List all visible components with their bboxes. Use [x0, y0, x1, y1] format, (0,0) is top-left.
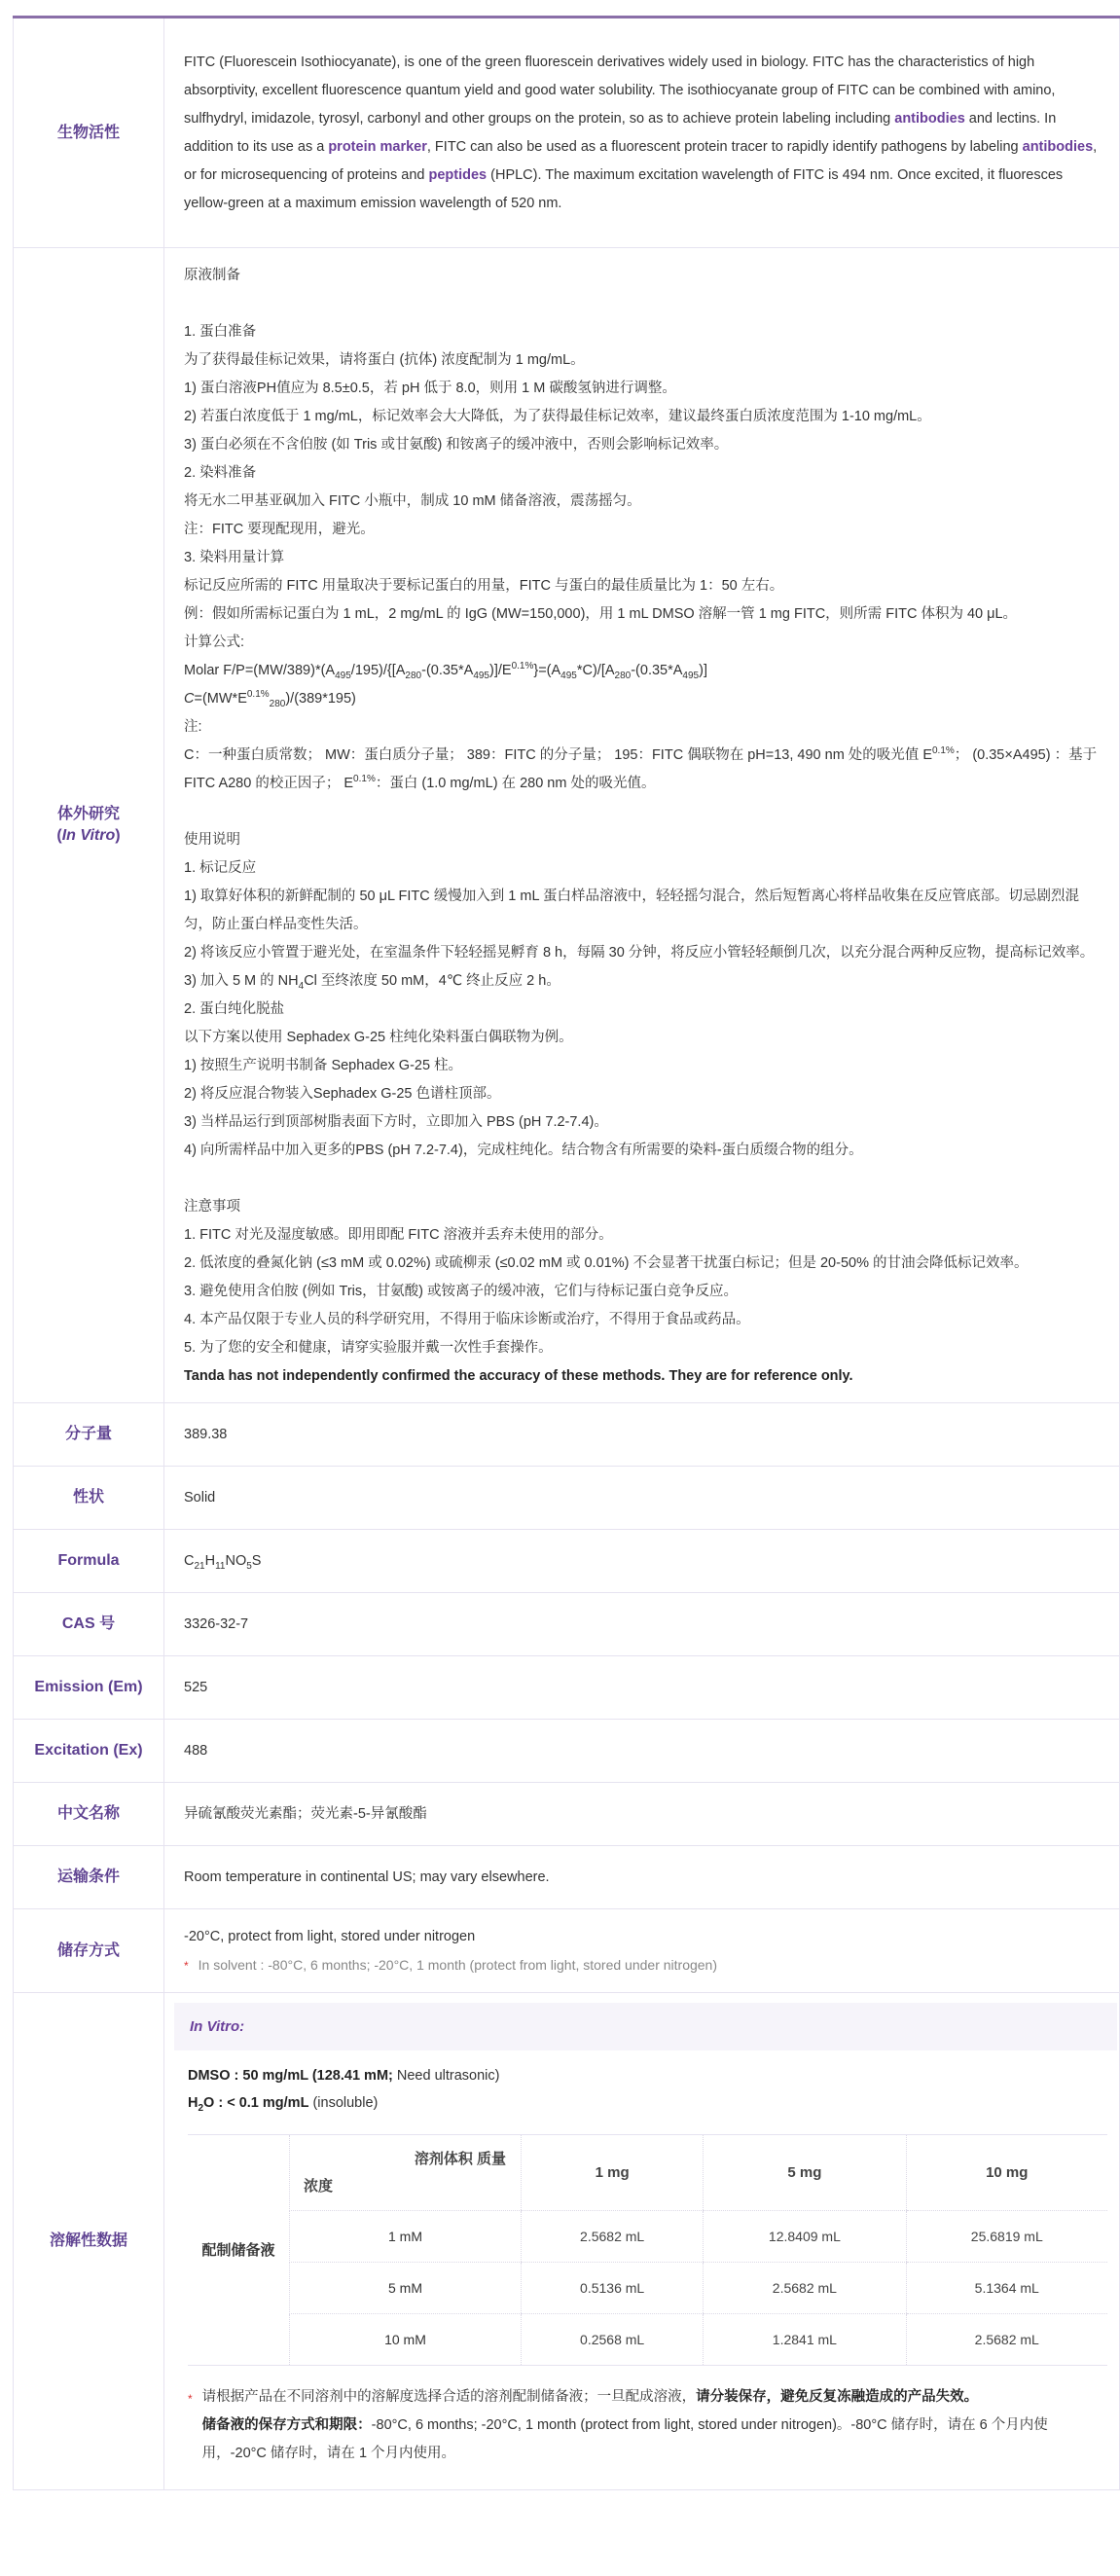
value-appearance: Solid — [164, 1467, 1120, 1530]
formula-molar-fp: Molar $F/P=(MW/389)*(A_{495}/195)/\{[A_{280}-(0.35*A_{495})]/E^{0.1\%}\}=(A_{495}*C)/[A_{280}-(0.35*A_{495})]$ — [184, 661, 707, 681]
note-title: 注: — [184, 719, 202, 735]
value-chinese-name: 异硫氰酸荧光素酯；荧光素-5-异氰酸酯 — [164, 1783, 1120, 1846]
volume-cell: 1.2841 mL — [704, 2314, 906, 2366]
formula-sub: 21 — [194, 1560, 205, 1572]
caution-item: 1. FITC 对光及湿度敏感。即用即配 FITC 溶液并丢弃未使用的部分。 — [184, 1227, 613, 1243]
caution-item: 5. 为了您的安全和健康，请穿实验服并戴一次性手套操作。 — [184, 1340, 553, 1356]
volume-cell: 25.6819 mL — [906, 2211, 1107, 2263]
note-text: C：一种蛋白质常数； MW：蛋白质分子量； 389：FITC 的分子量； 195：FITC 偶联物在 pH=13, 490 nm 处的吸光值 E — [184, 747, 932, 763]
stock-solution-table — [188, 2134, 1107, 2366]
link-antibodies[interactable]: antibodies — [894, 110, 965, 127]
corner-bottom-label: 浓度 — [304, 2177, 334, 2195]
row-cas — [14, 1593, 1120, 1656]
label-invitro — [14, 248, 164, 1403]
caution-item: 3. 避免使用含伯胺 (例如 Tris，甘氨酸) 或铵离子的缓冲液，它们与待标记蛋白竞争反应。 — [184, 1284, 738, 1299]
label-invitro-en-text: In Vitro — [61, 827, 116, 844]
volume-cell: 5.1364 mL — [906, 2263, 1107, 2314]
text-segment: Cl 至终浓度 50 mM，4℃ 终止反应 2 h。 — [304, 973, 560, 989]
text-segment: (HPLC). The maximum excitation wavelength of FITC is 494 nm. Once excited, it fluoresces yellow-green at a maximum emission wavelength of 520 nm. — [184, 166, 1064, 211]
step-title: 3. 染料用量计算 — [184, 550, 285, 565]
solvent-note-text: In solvent : -80°C, 6 months; -20°C, 1 month (protect from light, stored under nitrogen) — [198, 1957, 718, 1973]
stock-table-header — [188, 2135, 1107, 2211]
dmso-note: Need ultrasonic) — [392, 2068, 500, 2084]
label-solubility: 溶解性数据 — [14, 1993, 164, 2490]
stock-row-label: 配制储备液 — [188, 2135, 290, 2366]
formula-part: NO — [225, 1552, 247, 1569]
solubility-dmso — [188, 2062, 1107, 2089]
volume-cell: 12.8409 mL — [704, 2211, 906, 2263]
row-formula — [14, 1530, 1120, 1593]
stock-table-row — [188, 2263, 1107, 2314]
label-chinese-name: 中文名称 — [14, 1783, 164, 1846]
section-title: 使用说明 — [184, 832, 240, 848]
water-note: (insoluble) — [308, 2095, 379, 2111]
label-shipping: 运输条件 — [14, 1846, 164, 1909]
formula-part: H — [204, 1552, 216, 1569]
invitro-header: In Vitro: — [174, 2003, 1117, 2050]
formula-title: 计算公式: — [184, 635, 245, 650]
stock-footnote — [188, 2383, 1107, 2468]
value-shipping: Room temperature in continental US; may vary elsewhere. — [164, 1846, 1120, 1909]
section-title: 原液制备 — [184, 268, 240, 283]
step-title: 1. 标记反应 — [184, 860, 257, 876]
label-invitro-cn: 体外研究 — [56, 806, 120, 822]
water-value: O : < 0.1 mg/mL — [203, 2095, 309, 2111]
value-solubility — [164, 1993, 1120, 2490]
conc-cell: 1 mM — [290, 2211, 522, 2263]
row-storage — [14, 1909, 1120, 1993]
formula-sub: 11 — [215, 1560, 226, 1572]
stock-corner-header — [290, 2135, 522, 2211]
value-formula — [164, 1530, 1120, 1593]
subscript: 4 — [298, 980, 305, 992]
volume-cell: 0.5136 mL — [522, 2263, 704, 2314]
row-appearance — [14, 1467, 1120, 1530]
label-storage: 储存方式 — [14, 1909, 164, 1993]
storage-period-text: -80°C, 6 months; -20°C, 1 month (protect from light, stored under nitrogen)。-80°C 储存时，请在 6 个月内使用，-20°C 储存时，请在 1 个月内使用。 — [201, 2417, 1048, 2461]
footnote-text: 请根据产品在不同溶剂中的溶解度选择合适的溶剂配制储备液；一旦配成溶液， — [201, 2389, 697, 2405]
dmso-value: DMSO : 50 mg/mL (128.41 mM; — [188, 2068, 393, 2084]
row-solubility — [14, 1993, 1120, 2490]
water-h: H — [188, 2095, 199, 2111]
label-molecular-weight: 分子量 — [14, 1403, 164, 1467]
text-segment: and lectins. In addition to its use as a — [184, 110, 1057, 155]
formula-part: S — [251, 1552, 262, 1569]
storage-period-label: 储备液的保存方式和期限： — [201, 2417, 372, 2433]
formula-c: $C=(MW*E^{0.1\%}_{280})/(389*195)$ — [184, 689, 356, 709]
step-text: 以下方案以使用 Sephadex G-25 柱纯化染料蛋白偶联物为例。 — [184, 1030, 573, 1045]
step-text: 2) 若蛋白浓度低于 1 mg/mL，标记效率会大大降低，为了获得最佳标记效率，建议最终蛋白质浓度范围为 1-10 mg/mL。 — [184, 409, 931, 424]
storage-solvent-note — [184, 1951, 1100, 1980]
step-title: 2. 染料准备 — [184, 465, 257, 481]
row-chinese-name — [14, 1783, 1120, 1846]
link-peptides[interactable]: peptides — [428, 166, 488, 183]
disclaimer: Tanda has not independently confirmed the accuracy of these methods. They are for reference only. — [184, 1368, 853, 1384]
label-invitro-en: (In Vitro) — [56, 827, 121, 844]
step-title: 2. 蛋白纯化脱盐 — [184, 1001, 285, 1017]
note-text: ； (0.35×A495) ：基于 FITC A280 的校正因子； E — [184, 747, 1098, 791]
col-header: 5 mg — [704, 2135, 906, 2211]
step-title: 1. 蛋白准备 — [184, 324, 257, 340]
star-icon: * — [184, 1959, 189, 1973]
storage-condition: -20°C, protect from light, stored under nitrogen — [184, 1929, 476, 1944]
value-excitation: 488 — [164, 1720, 1120, 1783]
step-text: 1) 取算好体积的新鲜配制的 50 μL FITC 缓慢加入到 1 mL 蛋白样品溶液中，轻轻摇匀混合，然后短暂离心将样品收集在反应管底部。切忌剧烈混匀，防止蛋白样品变性失活。 — [184, 889, 1080, 932]
caution-item: 4. 本产品仅限于专业人员的科学研究用，不得用于临床诊断或治疗，不得用于食品或药品。 — [184, 1312, 750, 1327]
value-storage — [164, 1909, 1120, 1993]
step-text: 为了获得最佳标记效果，请将蛋白 (抗体) 浓度配制为 1 mg/mL。 — [184, 352, 585, 368]
row-molecular-weight — [14, 1403, 1120, 1467]
step-text: 4) 向所需样品中加入更多的PBS (pH 7.2-7.4)，完成柱纯化。结合物含有所需要的染料-蛋白质缀合物的组分。 — [184, 1143, 863, 1158]
footnote-bold: 请分装保存，避免反复冻融造成的产品失效。 — [696, 2389, 979, 2405]
star-icon: * — [188, 2392, 193, 2406]
note-text: ：蛋白 (1.0 mg/mL) 在 280 nm 处的吸光值。 — [375, 776, 656, 791]
volume-cell: 2.5682 mL — [704, 2263, 906, 2314]
text-segment: 3) 加入 5 M 的 NH — [184, 973, 299, 989]
conc-cell: 5 mM — [290, 2263, 522, 2314]
value-emission: 525 — [164, 1656, 1120, 1720]
link-protein-marker[interactable]: protein marker — [328, 138, 427, 155]
footnote-body — [202, 2383, 1107, 2468]
conc-cell: 10 mM — [290, 2314, 522, 2366]
value-molecular-weight: 389.38 — [164, 1403, 1120, 1467]
product-spec-table — [13, 16, 1120, 2490]
row-emission — [14, 1656, 1120, 1720]
label-bioactivity: 生物活性 — [14, 18, 164, 248]
volume-cell: 2.5682 mL — [522, 2211, 704, 2263]
label-excitation: Excitation (Ex) — [14, 1720, 164, 1783]
step-text: 2) 将反应混合物装入Sephadex G-25 色谱柱顶部。 — [184, 1086, 501, 1102]
solubility-water — [188, 2089, 1107, 2117]
step-text: 将无水二甲基亚砜加入 FITC 小瓶中，制成 10 mM 储备溶液，震荡摇匀。 — [184, 493, 641, 509]
col-header: 1 mg — [522, 2135, 704, 2211]
step-text: 1) 蛋白溶液PH值应为 8.5±0.5，若 pH 低于 8.0，则用 1 M 碳酸氢钠进行调整。 — [184, 381, 676, 396]
value-cas: 3326-32-7 — [164, 1593, 1120, 1656]
formula-part: C — [184, 1552, 195, 1569]
step-text: 例：假如所需标记蛋白为 1 mL，2 mg/mL 的 IgG (MW=150,000)，用 1 mL DMSO 溶解一管 1 mg FITC，则所需 FITC 体积为 40 μL。 — [184, 606, 1018, 622]
formula-sub: 5 — [246, 1560, 252, 1572]
step-text: 2) 将该反应小管置于避光处，在室温条件下轻轻摇晃孵育 8 h，每隔 30 分钟，将反应小管轻轻颠倒几次，以充分混合两种反应物，提高标记效率。 — [184, 945, 1095, 961]
step-text: 注：FITC 要现配现用，避光。 — [184, 522, 375, 537]
label-appearance: 性状 — [14, 1467, 164, 1530]
step-text: 标记反应所需的 FITC 用量取决于要标记蛋白的用量，FITC 与蛋白的最佳质量比为 1：50 左右。 — [184, 578, 784, 594]
section-title: 注意事项 — [184, 1199, 240, 1215]
label-cas: CAS 号 — [14, 1593, 164, 1656]
step-text: 3) 当样品运行到顶部树脂表面下方时，立即加入 PBS (pH 7.2-7.4)。 — [184, 1114, 608, 1130]
text-segment: FITC (Fluorescein Isothiocyanate), is one of the green fluorescein derivatives widely used in biology. FITC has the characteristics of high absorptivity, excellent fluorescence quantum yield and good water solubility. The isothiocyanate group of FITC can be combined with amino, sulfhydryl, imidazole, tyrosyl, carbonyl and other groups on the protein, so as to achieve protein labeling including — [184, 54, 1056, 127]
volume-cell: 0.2568 mL — [522, 2314, 704, 2366]
row-shipping — [14, 1846, 1120, 1909]
step-text — [184, 967, 1102, 996]
col-header: 10 mg — [906, 2135, 1107, 2211]
bioactivity-text — [164, 18, 1120, 248]
link-antibodies-2[interactable]: antibodies — [1022, 138, 1094, 155]
row-excitation — [14, 1720, 1120, 1783]
label-emission: Emission (Em) — [14, 1656, 164, 1720]
label-formula: Formula — [14, 1530, 164, 1593]
invitro-protocol — [164, 248, 1120, 1403]
step-text: 1) 按照生产说明书制备 Sephadex G-25 柱。 — [184, 1058, 463, 1073]
row-bioactivity — [14, 18, 1120, 248]
stock-table-row — [188, 2314, 1107, 2366]
stock-table-row — [188, 2211, 1107, 2263]
corner-top-label: 溶剂体积 质量 — [414, 2150, 506, 2167]
row-invitro — [14, 248, 1120, 1403]
volume-cell: 2.5682 mL — [906, 2314, 1107, 2366]
step-text: 3) 蛋白必须在不含伯胺 (如 Tris 或甘氨酸) 和铵离子的缓冲液中，否则会影响标记效率。 — [184, 437, 729, 453]
water-sub: 2 — [198, 2102, 204, 2114]
text-segment: , FITC can also be used as a fluorescent protein tracer to rapidly identify pathogens by labeling — [426, 138, 1023, 155]
formula-note: C：一种蛋白质常数； MW：蛋白质分子量； 389：FITC 的分子量； 195：FITC 偶联物在 pH=13, 490 nm 处的吸光值 $E^{0.1\%}$； (0.35×A495) ：基于 FITC A280 的校正因子； $E^{0.1\%}$：蛋白 (1.0 mg/mL) 在 280 nm 处的吸光值。 — [184, 745, 1098, 791]
caution-item: 2. 低浓度的叠氮化钠 (≤3 mM 或 0.02%) 或硫柳汞 (≤0.02 mM 或 0.01%) 不会显著干扰蛋白标记；但是 20-50% 的甘油会降低标记效率。 — [184, 1255, 1029, 1271]
text-segment: , or for microsequencing of proteins and — [184, 138, 1098, 183]
